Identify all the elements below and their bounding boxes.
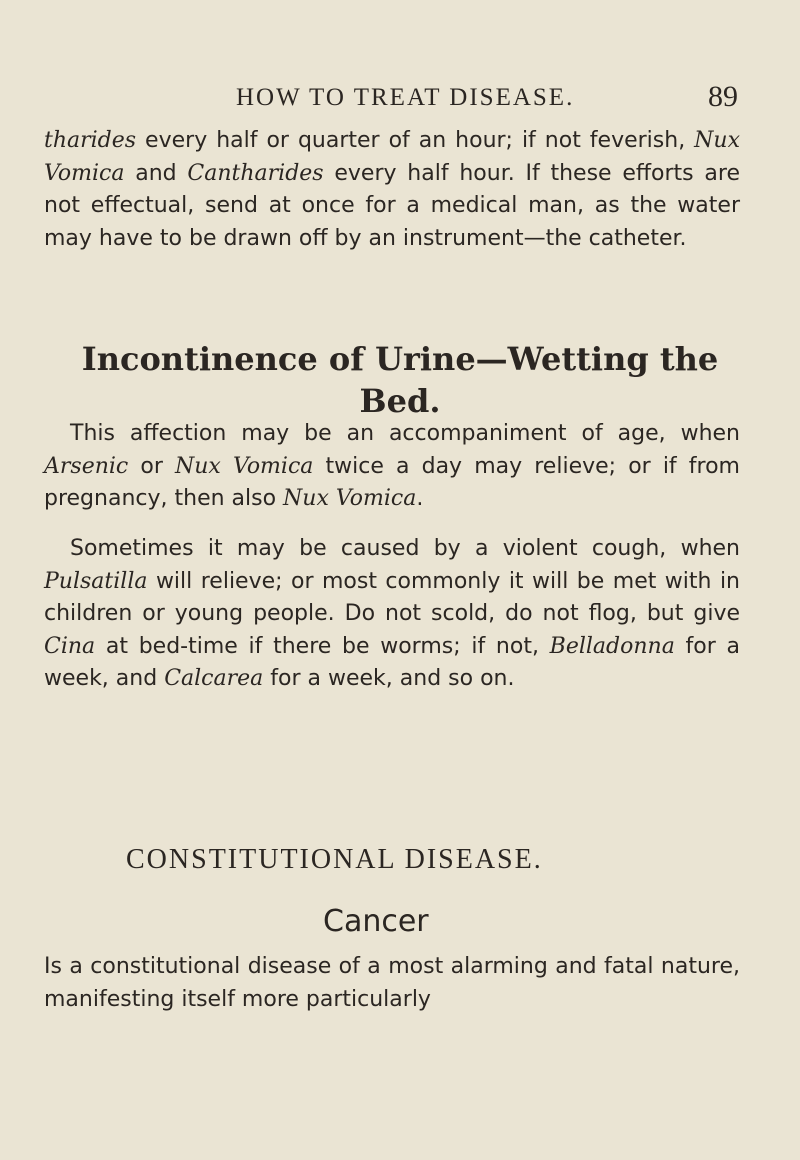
text-run: . [416, 486, 424, 511]
text-run: Is a constitutional disease of a most alarming and fatal nature, manifesting itself more particularly [44, 954, 740, 1012]
paragraph-continuation [44, 125, 740, 255]
text-run: for a week, and so on. [263, 666, 515, 691]
paragraph-text [44, 418, 740, 516]
remedy-name: Nux Vomica [283, 486, 417, 511]
text-run: will relieve; or most commonly it will be met with in children or young people. Do not scold, do not flog, but give [44, 568, 740, 626]
text-run: every half or quarter of an hour; if not feverish, [136, 128, 695, 153]
paragraph-incontinence-cough [44, 533, 740, 696]
remedy-name: Cantharides [187, 160, 324, 186]
chapter-heading: CONSTITUTIONAL DISEASE. [126, 844, 543, 875]
page-number: 89 [708, 80, 738, 113]
text-run: This affection may be an accompaniment of age, when [70, 421, 740, 446]
paragraph-incontinence-age [44, 418, 740, 516]
remedy-name: Arsenic [44, 453, 129, 479]
remedy-name: Belladonna [549, 633, 675, 659]
section-heading-line-1: Incontinence of Urine—Wetting the [81, 340, 719, 378]
paragraph-text [44, 951, 740, 1016]
remedy-name: tharides [44, 128, 137, 153]
remedy-name: Cina [44, 633, 96, 659]
text-run: and [124, 160, 188, 186]
paragraph-text [44, 533, 740, 696]
remedy-name: Nux Vomica [175, 453, 314, 479]
subsection-heading: Cancer [323, 904, 429, 939]
paragraph-text [44, 125, 740, 255]
text-run: or [128, 453, 175, 479]
section-heading [30, 338, 770, 422]
remedy-name: Pulsatilla [44, 568, 148, 594]
text-run: every half hour. If these efforts are not effectual, send at once for a medical man, as the water may have to be drawn off by an instrument—the catheter. [44, 160, 740, 251]
remedy-name: Calcarea [164, 666, 264, 691]
running-title: HOW TO TREAT DISEASE. [236, 84, 575, 111]
text-run: at bed-time if there be worms; if not, [95, 633, 550, 659]
text-run: twice a day may relieve; or if from pregnancy, then also [44, 453, 740, 511]
remedy-name: Nux Vomica [44, 128, 740, 186]
text-run: for a week, and [44, 633, 741, 691]
section-heading-line-2: Bed. [359, 382, 441, 420]
paragraph-cancer [44, 951, 740, 1016]
text-run: Sometimes it may be caused by a violent cough, when [70, 536, 740, 561]
